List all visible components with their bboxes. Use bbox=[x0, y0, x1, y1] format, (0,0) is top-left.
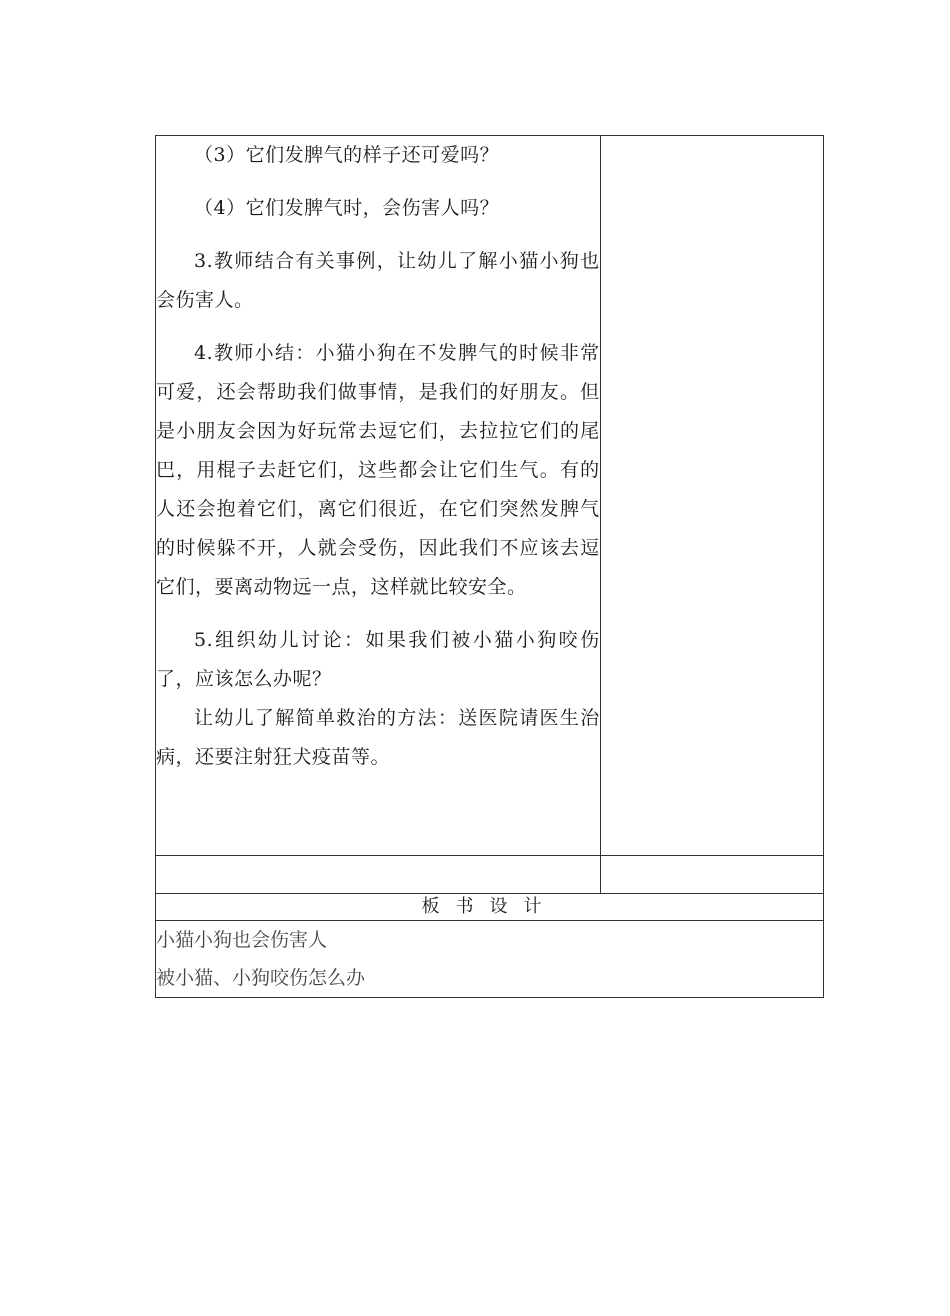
board-design-content-cell bbox=[156, 921, 824, 998]
question-3: （3）它们发脾气的样子还可爱吗？ bbox=[194, 144, 500, 166]
first-aid-paragraph: 让幼儿了解简单救治的方法：送医院请医生治病，还要注射狂犬疫苗等。 bbox=[156, 707, 600, 768]
empty-row bbox=[156, 856, 824, 894]
spacer bbox=[156, 228, 600, 242]
board-line-1: 小猫小狗也会伤害人 bbox=[156, 929, 328, 951]
lesson-content-cell bbox=[156, 136, 601, 856]
step-3-paragraph: 3.教师结合有关事例，让幼儿了解小猫小狗也会伤害人。 bbox=[156, 250, 600, 311]
lesson-plan-table bbox=[155, 135, 824, 998]
notes-cell bbox=[600, 136, 823, 856]
empty-cell-left bbox=[156, 856, 601, 894]
spacer bbox=[156, 607, 600, 621]
spacer bbox=[156, 175, 600, 189]
step-4-summary-paragraph: 4.教师小结：小猫小狗在不发脾气的时候非常可爱，还会帮助我们做事情，是我们的好朋友。但是小朋友会因为好玩常去逗它们，去拉拉它们的尾巴，用棍子去赶它们，这些都会让它们生气。有的人还会抱着它们，离它们很近，在它们突然发脾气的时候躲不开，人就会受伤，因此我们不应该去逗它们，要离动物远一点，这样就比较安全。 bbox=[156, 342, 600, 598]
question-4: （4）它们发脾气时，会伤害人吗？ bbox=[194, 197, 500, 219]
spacer bbox=[156, 320, 600, 334]
board-line-2: 被小猫、小狗咬伤怎么办 bbox=[156, 967, 366, 989]
board-design-title-row bbox=[156, 894, 824, 921]
board-design-title: 板书设计 bbox=[156, 894, 824, 921]
step-5-discussion-paragraph: 5.组织幼儿讨论：如果我们被小猫小狗咬伤了，应该怎么办呢？ bbox=[156, 629, 600, 690]
board-design-content-row bbox=[156, 921, 824, 998]
lesson-content-row bbox=[156, 136, 824, 856]
empty-cell-right bbox=[600, 856, 823, 894]
